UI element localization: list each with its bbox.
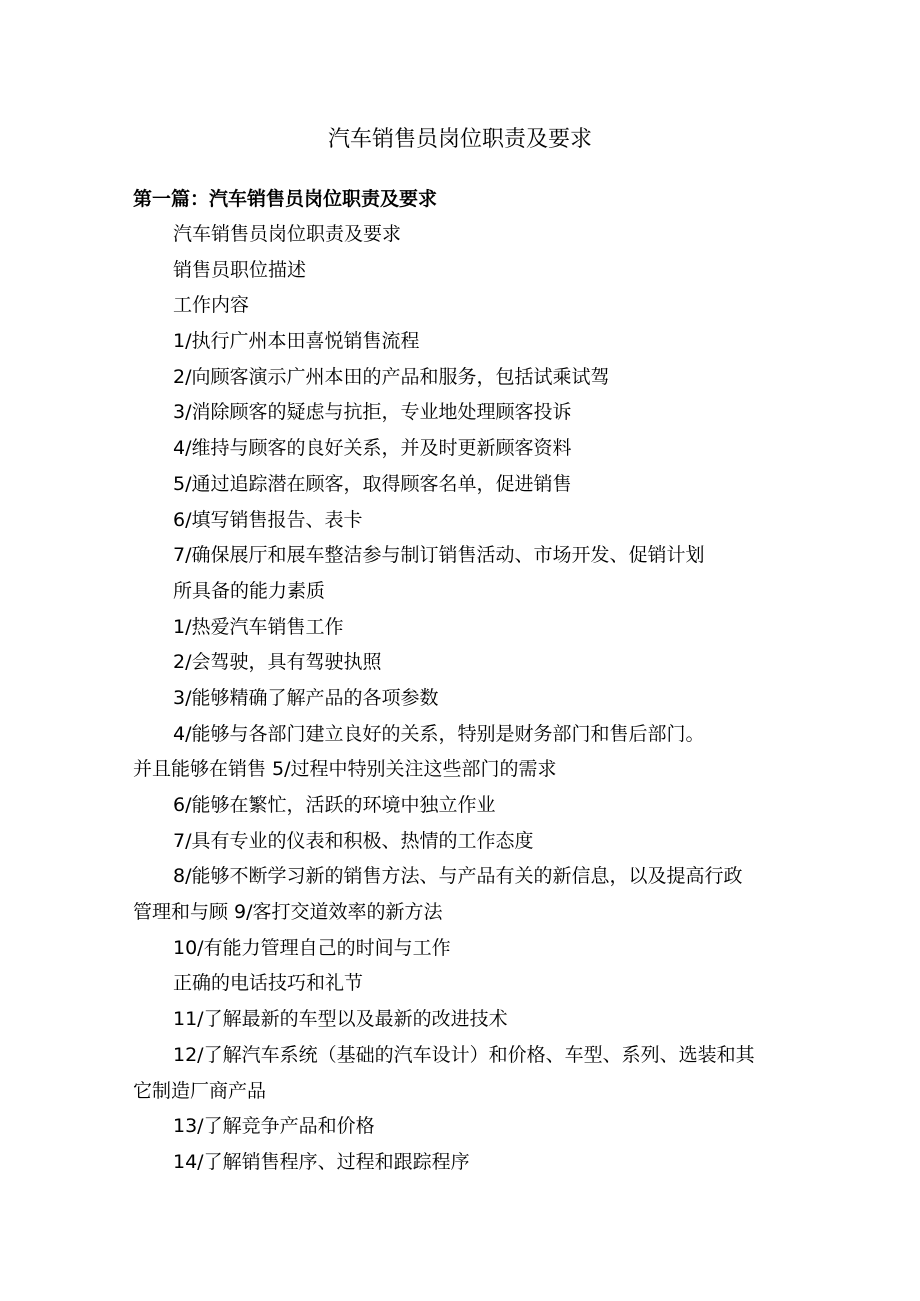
- text-line: 2/向顾客演示广州本田的产品和服务，包括试乘试驾: [173, 365, 610, 388]
- text-line: 2/会驾驶，具有驾驶执照: [173, 651, 382, 674]
- text-line: 4/能够与各部门建立良好的关系，特别是财务部门和售后部门。: [173, 722, 705, 745]
- text-line: 12/了解汽车系统（基础的汽车设计）和价格、车型、系列、选装和其: [173, 1043, 755, 1066]
- text-line: 管理和与顾 9/客打交道效率的新方法: [133, 901, 443, 924]
- body-text: [133, 217, 813, 1181]
- text-line: 1/执行广州本田喜悦销售流程: [173, 330, 420, 353]
- text-line: 6/能够在繁忙，活跃的环境中独立作业: [173, 794, 496, 816]
- text-line: 3/能够精确了解产品的各项参数: [173, 686, 439, 709]
- text-line: 10/有能力管理自己的时间与工作: [173, 936, 451, 959]
- text-line: 正确的电话技巧和礼节: [173, 972, 364, 995]
- text-line: 所具备的能力素质: [173, 579, 326, 602]
- text-line: 13/了解竞争产品和价格: [173, 1115, 375, 1138]
- text-line: 4/维持与顾客的良好关系，并及时更新顾客资料: [173, 437, 572, 460]
- text-line: 7/具有专业的仪表和积极、热情的工作态度: [173, 829, 534, 852]
- text-line: 11/了解最新的车型以及最新的改进技术: [173, 1008, 508, 1031]
- text-line: 5/通过追踪潜在顾客，取得顾客名单，促进销售: [173, 472, 572, 495]
- text-line: 1/热爱汽车销售工作: [173, 615, 344, 638]
- text-line: 8/能够不断学习新的销售方法、与产品有关的新信息，以及提高行政: [173, 865, 743, 888]
- text-line: 14/了解销售程序、过程和跟踪程序: [173, 1150, 470, 1173]
- text-line: 汽车销售员岗位职责及要求: [173, 223, 402, 245]
- text-line: 3/消除顾客的疑虑与抗拒，专业地处理顾客投诉: [173, 401, 572, 424]
- section-heading: 第一篇：汽车销售员岗位职责及要求: [133, 188, 438, 210]
- text-line: 销售员职位描述: [173, 258, 307, 281]
- text-line: 6/填写销售报告、表卡: [173, 508, 363, 531]
- text-line: 7/确保展厅和展车整洁参与制订销售活动、市场开发、促销计划: [173, 544, 705, 567]
- text-line: 并且能够在销售 5/过程中特别关注这些部门的需求: [133, 758, 557, 781]
- text-line: 它制造厂商产品: [133, 1079, 267, 1102]
- document-title: 汽车销售员岗位职责及要求: [327, 127, 592, 152]
- text-line: 工作内容: [173, 294, 250, 317]
